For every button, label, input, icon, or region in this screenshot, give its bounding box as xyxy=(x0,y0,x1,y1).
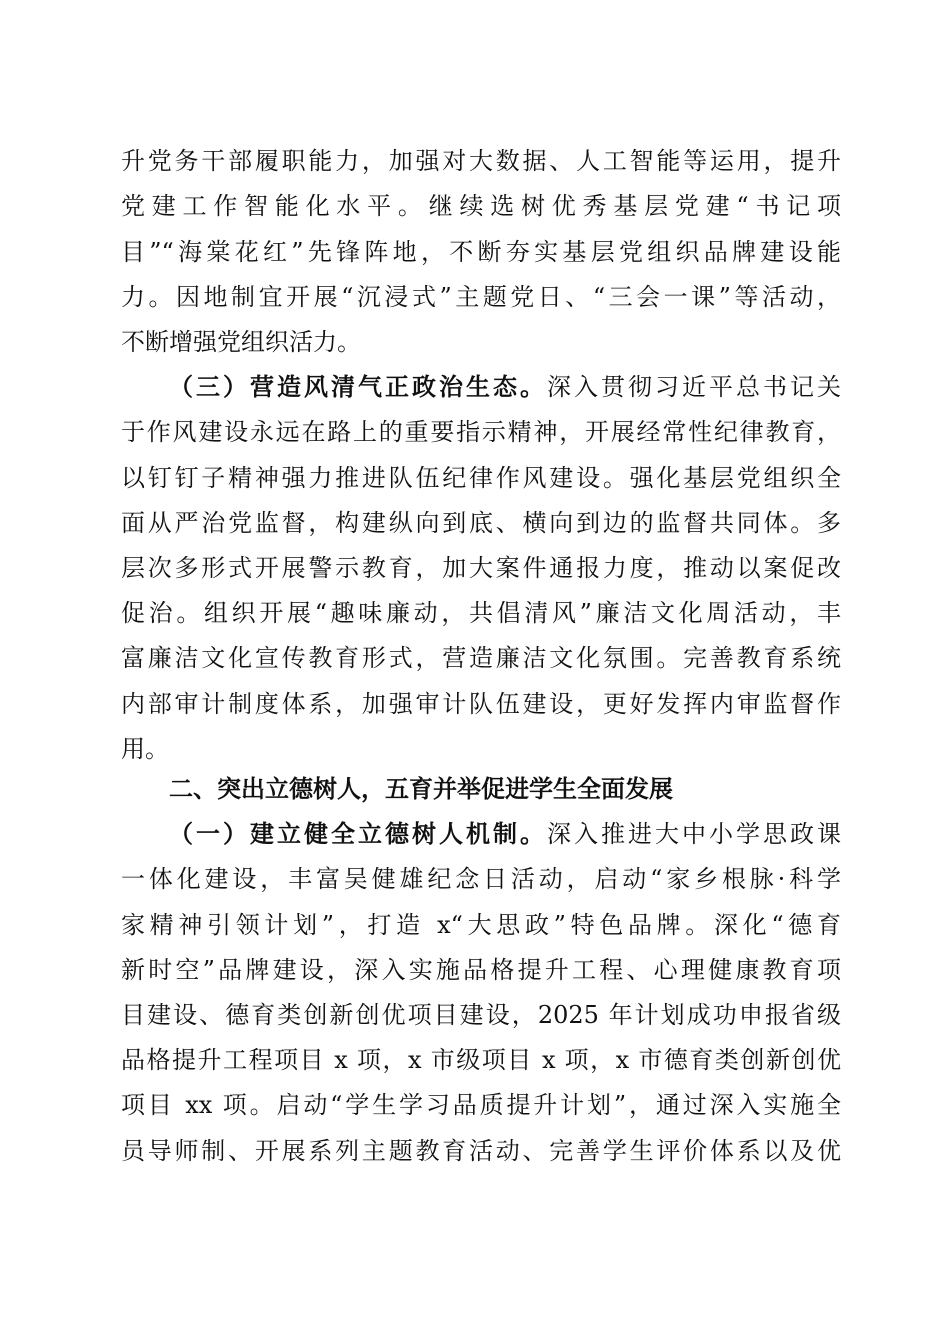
paragraph-line: 于作风建设永远在路上的重要指示精神，开展经常性纪律教育， xyxy=(121,418,841,446)
paragraph-line: 目建设、德育类创新创优项目建设，2025 年计划成功申报省级 xyxy=(121,1001,841,1029)
paragraph-line: 品格提升工程项目 x 项，x 市级项目 x 项，x 市德育类创新创优 xyxy=(121,1046,841,1074)
section-one-first-line-text: 深入推进大中小学思政课 xyxy=(547,820,841,848)
paragraph-line: 项目 xx 项。启动“学生学习品质提升计划”，通过深入实施全 xyxy=(121,1091,841,1119)
paragraph-line: 以钉钉子精神强力推进队伍纪律作风建设。强化基层党组织全 xyxy=(121,464,841,492)
section-three-first-line-text: 深入贯彻习近平总书记关 xyxy=(547,373,841,401)
paragraph-line: 不断增强党组织活力。 xyxy=(121,328,361,356)
paragraph-line: 目”“海棠花红”先锋阵地，不断夯实基层党组织品牌建设能 xyxy=(121,238,841,266)
paragraph-line: 一体化建设，丰富吴健雄纪念日活动，启动“家乡根脉·科学 xyxy=(121,865,841,893)
paragraph-line: 促治。组织开展“趣味廉动，共倡清风”廉洁文化周活动，丰 xyxy=(121,599,841,627)
section-one-subheading: （一）建立健全立德树人机制。 xyxy=(169,820,547,848)
paragraph-line: 层次多形式开展警示教育，加大案件通报力度，推动以案促改 xyxy=(121,554,841,582)
paragraph-line: 升党务干部履职能力，加强对大数据、人工智能等运用，提升 xyxy=(121,147,841,175)
paragraph-line: 内部审计制度体系，加强审计队伍建设，更好发挥内审监督作 xyxy=(121,690,841,718)
paragraph-line: 新时空”品牌建设，深入实施品格提升工程、心理健康教育项 xyxy=(121,956,841,984)
section-one-first-line xyxy=(169,814,841,854)
paragraph-line: 党建工作智能化水平。继续选树优秀基层党建“书记项 xyxy=(121,192,841,220)
paragraph-line: 家精神引领计划”，打造 x“大思政”特色品牌。深化“德育 xyxy=(121,911,841,939)
paragraph-line: 员导师制、开展系列主题教育活动、完善学生评价体系以及优 xyxy=(121,1137,841,1165)
paragraph-line: 力。因地制宜开展“沉浸式”主题党日、“三会一课”等活动， xyxy=(121,283,841,311)
section-three-subheading: （三）营造风清气正政治生态。 xyxy=(169,373,547,401)
section-heading: 二、突出立德树人，五育并举促进学生全面发展 xyxy=(169,775,673,803)
paragraph-line: 面从严治党监督，构建纵向到底、横向到边的监督共同体。多 xyxy=(121,509,841,537)
paragraph-line: 用。 xyxy=(121,735,169,763)
paragraph-line: 富廉洁文化宣传教育形式，营造廉洁文化氛围。完善教育系统 xyxy=(121,644,841,672)
section-three-first-line xyxy=(169,367,841,407)
